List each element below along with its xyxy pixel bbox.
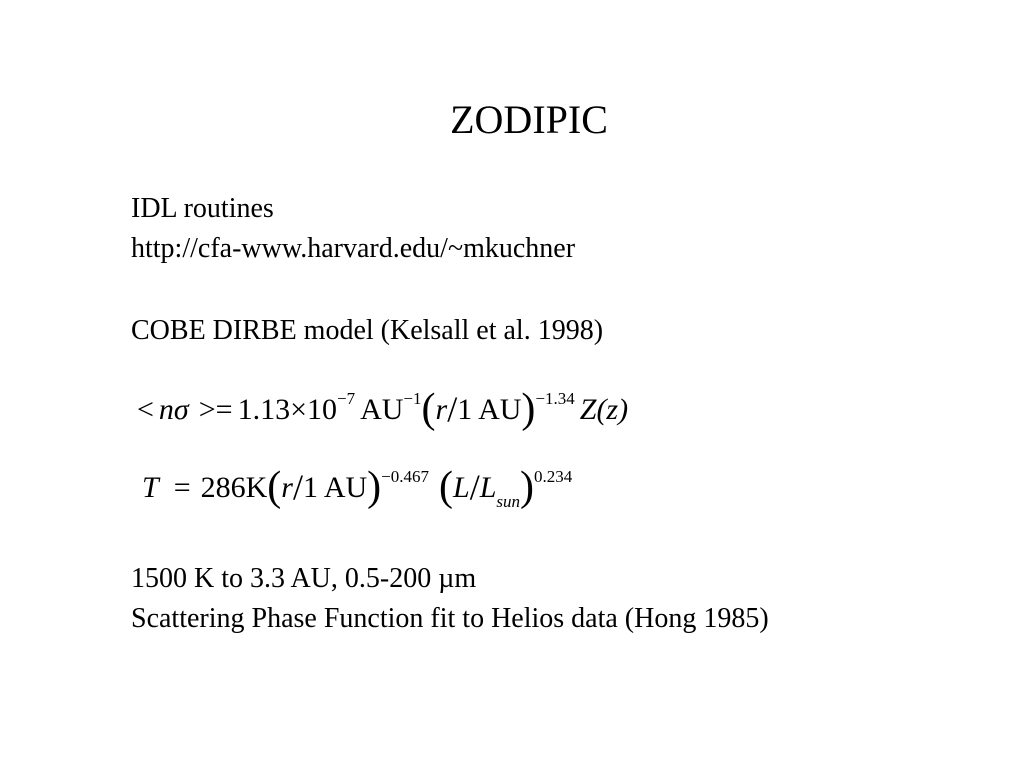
eq1-lparen: ( <box>421 386 436 432</box>
eq1-rparen: ) <box>521 386 536 432</box>
density-equation <box>137 386 629 432</box>
eq2-rparen2: ) <box>520 464 535 510</box>
eq1-one-au: 1 AU <box>457 393 522 426</box>
eq1-sigma: σ <box>173 393 189 426</box>
eq2-L-sun: L <box>479 471 497 504</box>
eq2-value: 286K <box>200 471 268 504</box>
cobe-dirbe-text: COBE DIRBE model (Kelsall et al. 1998) <box>131 315 604 346</box>
eq2-one-au: 1 AU <box>302 471 368 504</box>
eq1-r: r <box>435 393 448 426</box>
eq1-coef: 1.13×10 <box>237 393 337 426</box>
eq1-slash: / <box>447 389 458 429</box>
eq1-exp2: −1 <box>403 389 422 408</box>
eq2-lparen2: ( <box>439 464 454 510</box>
eq2-slash: / <box>292 467 303 507</box>
eq1-exp3: −1.34 <box>535 389 575 408</box>
eq2-L: L <box>453 471 470 504</box>
eq1-gteq: >= <box>198 393 233 426</box>
temperature-equation <box>142 464 573 511</box>
eq2-rparen: ) <box>367 464 382 510</box>
slide-title: ZODIPIC <box>450 97 608 142</box>
idl-routines-text: IDL routines <box>131 193 274 224</box>
eq2-T: T <box>142 471 159 504</box>
eq2-r: r <box>281 471 293 504</box>
eq2-slash2: / <box>469 467 480 507</box>
eq1-z-arg: (z) <box>596 393 629 426</box>
eq1-lt: < <box>137 393 154 426</box>
eq2-eq: = <box>173 471 191 504</box>
eq2-exp2: 0.234 <box>534 467 573 486</box>
scattering-text: Scattering Phase Function fit to Helios data (Hong 1985) <box>131 603 769 634</box>
eq2-exp1: −0.467 <box>381 467 430 486</box>
eq2-sun-subscript: sun <box>496 492 521 511</box>
eq2-lparen: ( <box>267 464 282 510</box>
temperature-range-text: 1500 K to 3.3 AU, 0.5-200 µm <box>131 563 477 594</box>
eq1-au: AU <box>360 393 404 426</box>
eq1-Z: Z <box>579 393 597 426</box>
url-text: http://cfa-www.harvard.edu/~mkuchner <box>131 233 576 264</box>
eq1-n: n <box>158 393 174 426</box>
eq1-exp1: −7 <box>336 389 356 408</box>
